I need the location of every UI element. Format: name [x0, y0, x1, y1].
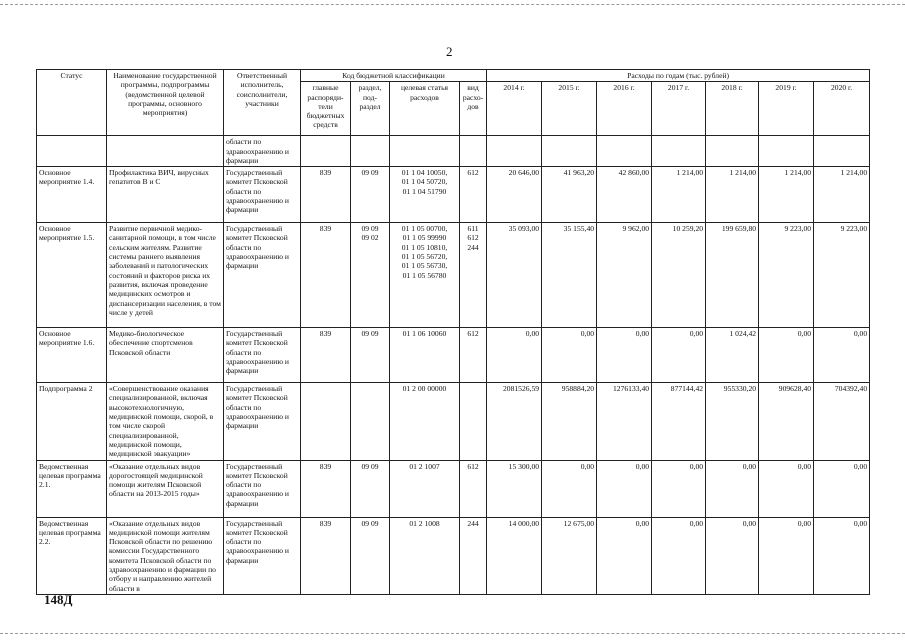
amount-cell: 0,00	[597, 460, 652, 517]
header-expenses: Расходы по годам (тыс. рублей)	[487, 70, 870, 82]
table-row	[37, 460, 870, 517]
vr-cell-line: 612	[467, 168, 479, 178]
header-rzpr: раздел, под-раздел	[351, 82, 390, 136]
amount-cell: 0,00	[706, 517, 759, 594]
rzpr-cell-line: 09 09	[361, 168, 379, 178]
responsible-cell: Государственный комитет Псковской области по здравоохранению и фармации	[224, 167, 301, 223]
amount-cell: 0,00	[814, 460, 870, 517]
status-cell: Основное мероприятие 1.6.	[37, 328, 107, 383]
name-cell: «Совершенствование оказания специализированной, включая высокотехнологичную, медицинской помощи, скорой, в том числе скорой специализированной, медицинской помощи, медицинской эвакуации»	[107, 383, 224, 460]
amount-cell: 1 024,42	[706, 328, 759, 383]
rzpr-cell	[351, 223, 390, 328]
csr-cell-line: 01 1 04 10050,	[401, 168, 448, 178]
amount-cell: 0,00	[759, 328, 814, 383]
amount-cell: 14 000,00	[487, 517, 542, 594]
header-status: Статус	[37, 70, 107, 136]
amount-cell: 9 223,00	[814, 223, 870, 328]
vr-cell-line: 612	[467, 329, 479, 339]
amount-cell: 0,00	[706, 460, 759, 517]
amount-cell: 12 675,00	[542, 517, 597, 594]
amount-cell: 0,00	[759, 460, 814, 517]
vr-cell-line: 612	[467, 233, 479, 243]
csr-cell-line: 01 1 05 56720,	[401, 252, 448, 262]
responsible-cell: Государственный комитет Псковской области по здравоохранению и фармации	[224, 460, 301, 517]
rzpr-cell-line: 09 09	[361, 224, 379, 234]
vr-cell	[460, 167, 487, 223]
csr-cell-line: 01 1 04 50720,	[401, 177, 448, 187]
vr-cell-line: 612	[467, 461, 479, 471]
amount-cell: 9 962,00	[597, 223, 652, 328]
rzpr-cell	[351, 328, 390, 383]
csr-cell-line: 01 1 05 99990	[402, 233, 447, 243]
name-cell: «Оказание отдельных видов дорогостоящей медицинской помощи жителям Псковской области на 2013-2015 годы»	[107, 460, 224, 517]
amount-cell: 199 659,80	[706, 223, 759, 328]
rzpr-cell-line: 09 09	[361, 518, 379, 528]
amount-cell: 15 300,00	[487, 460, 542, 517]
amount-cell: 0,00	[759, 517, 814, 594]
amount-cell: 9 223,00	[759, 223, 814, 328]
table-row	[37, 328, 870, 383]
continuation-row	[37, 136, 870, 167]
rzpr-cell-line: 09 09	[361, 461, 379, 471]
grbs-cell: 839	[301, 328, 351, 383]
header-year: 2017 г.	[652, 82, 706, 136]
amount-cell: 0,00	[597, 517, 652, 594]
header-year: 2020 г.	[814, 82, 870, 136]
status-cell: Ведомственная целевая программа 2.1.	[37, 460, 107, 517]
grbs-cell: 839	[301, 517, 351, 594]
header-row-1	[37, 70, 870, 82]
csr-cell-line: 01 1 04 51790	[402, 186, 447, 196]
rzpr-cell-line: 09 09	[361, 329, 379, 339]
table-row	[37, 517, 870, 594]
amount-cell: 0,00	[652, 517, 706, 594]
amount-cell: 909628,40	[759, 383, 814, 460]
responsible-cell: Государственный комитет Псковской области по здравоохранению и фармации	[224, 383, 301, 460]
rzpr-cell-line: 09 02	[361, 233, 379, 243]
header-year: 2014 г.	[487, 82, 542, 136]
csr-cell-line: 01 2 1008	[409, 518, 440, 528]
amount-cell: 955330,20	[706, 383, 759, 460]
csr-cell-line: 01 1 05 10810,	[401, 242, 448, 252]
grbs-cell	[301, 383, 351, 460]
csr-cell-line: 01 2 1007	[409, 461, 440, 471]
csr-cell-line: 01 2 00 00000	[402, 384, 447, 394]
footer-code: 148Д	[44, 592, 73, 607]
table-row	[37, 383, 870, 460]
scan-edge-bottom	[0, 633, 905, 635]
vr-cell	[460, 328, 487, 383]
csr-cell-line: 01 1 06 10060	[402, 329, 447, 339]
vr-cell	[460, 383, 487, 460]
budget-table	[36, 69, 870, 595]
scan-edge-top	[0, 4, 905, 6]
csr-cell-line: 01 1 05 56780	[402, 270, 447, 280]
name-cell: «Оказание отдельных видов медицинской помощи жителям Псковской области по решению комиссии Государственного комитета Псковской области по здравоохранению и фармации по отбору и направлению жителей области в	[107, 517, 224, 594]
amount-cell: 0,00	[652, 328, 706, 383]
header-budget-code: Код бюджетной классификации	[301, 70, 487, 82]
amount-cell: 0,00	[542, 460, 597, 517]
csr-cell	[390, 167, 460, 223]
amount-cell: 1276133,40	[597, 383, 652, 460]
amount-cell: 41 963,20	[542, 167, 597, 223]
rzpr-cell	[351, 383, 390, 460]
page-number: 2	[446, 44, 453, 59]
amount-cell: 35 093,00	[487, 223, 542, 328]
amount-cell: 10 259,20	[652, 223, 706, 328]
vr-cell-line: 244	[467, 242, 479, 252]
vr-cell	[460, 223, 487, 328]
amount-cell: 958884,20	[542, 383, 597, 460]
rzpr-cell	[351, 167, 390, 223]
header-year: 2016 г.	[597, 82, 652, 136]
csr-cell	[390, 517, 460, 594]
csr-cell	[390, 460, 460, 517]
amount-cell: 877144,42	[652, 383, 706, 460]
responsible-cell: Государственный комитет Псковской области по здравоохранению и фармации	[224, 223, 301, 328]
amount-cell: 0,00	[814, 328, 870, 383]
amount-cell: 0,00	[597, 328, 652, 383]
header-year: 2015 г.	[542, 82, 597, 136]
amount-cell: 0,00	[814, 517, 870, 594]
grbs-cell: 839	[301, 167, 351, 223]
csr-cell	[390, 328, 460, 383]
amount-cell: 42 860,00	[597, 167, 652, 223]
header-csr: целевая статья расходов	[390, 82, 460, 136]
amount-cell: 0,00	[487, 328, 542, 383]
csr-cell	[390, 223, 460, 328]
responsible-cell: Государственный комитет Псковской области по здравоохранению и фармации	[224, 328, 301, 383]
amount-cell: 2081526,59	[487, 383, 542, 460]
name-cell: Медико-биологическое обеспечение спортсменов Псковской области	[107, 328, 224, 383]
header-grbs: главные распоряди-тели бюджетных средств	[301, 82, 351, 136]
header-year: 2019 г.	[759, 82, 814, 136]
amount-cell: 0,00	[542, 328, 597, 383]
csr-cell	[390, 383, 460, 460]
csr-cell-line: 01 1 05 56730,	[401, 261, 448, 271]
header-year: 2018 г.	[706, 82, 759, 136]
amount-cell: 1 214,00	[759, 167, 814, 223]
status-cell: Ведомственная целевая программа 2.2.	[37, 517, 107, 594]
amount-cell: 35 155,40	[542, 223, 597, 328]
grbs-cell: 839	[301, 223, 351, 328]
vr-cell-line: 244	[467, 518, 479, 528]
vr-cell	[460, 460, 487, 517]
continuation-text: области по здравоохранению и фармации	[224, 136, 301, 167]
amount-cell: 20 646,00	[487, 167, 542, 223]
amount-cell: 1 214,00	[706, 167, 759, 223]
rzpr-cell	[351, 460, 390, 517]
vr-cell	[460, 517, 487, 594]
table-row	[37, 167, 870, 223]
amount-cell: 1 214,00	[814, 167, 870, 223]
amount-cell: 0,00	[652, 460, 706, 517]
header-vr: вид расхо-дов	[460, 82, 487, 136]
status-cell: Основное мероприятие 1.4.	[37, 167, 107, 223]
table-row	[37, 223, 870, 328]
name-cell: Развитие первичной медико-санитарной помощи, в том числе сельским жителям. Развитие системы раннего выявления заболеваний и патологических состояний и факторов риска их развития, включая проведение медицинских осмотров и диспансеризации населения, в том числе у детей	[107, 223, 224, 328]
amount-cell: 1 214,00	[652, 167, 706, 223]
header-responsible: Ответственный исполнитель, соисполнители, участники	[224, 70, 301, 136]
csr-cell-line: 01 1 05 00700,	[401, 224, 448, 234]
name-cell: Профилактика ВИЧ, вирусных гепатитов В и С	[107, 167, 224, 223]
responsible-cell: Государственный комитет Псковской области по здравоохранению и фармации	[224, 517, 301, 594]
header-name: Наименование государственной программы, подпрограммы (ведомственной целевой программы, основного мероприятия)	[107, 70, 224, 136]
rzpr-cell	[351, 517, 390, 594]
vr-cell-line: 611	[467, 224, 479, 234]
amount-cell: 704392,40	[814, 383, 870, 460]
status-cell: Подпрограмма 2	[37, 383, 107, 460]
grbs-cell: 839	[301, 460, 351, 517]
status-cell: Основное мероприятие 1.5.	[37, 223, 107, 328]
